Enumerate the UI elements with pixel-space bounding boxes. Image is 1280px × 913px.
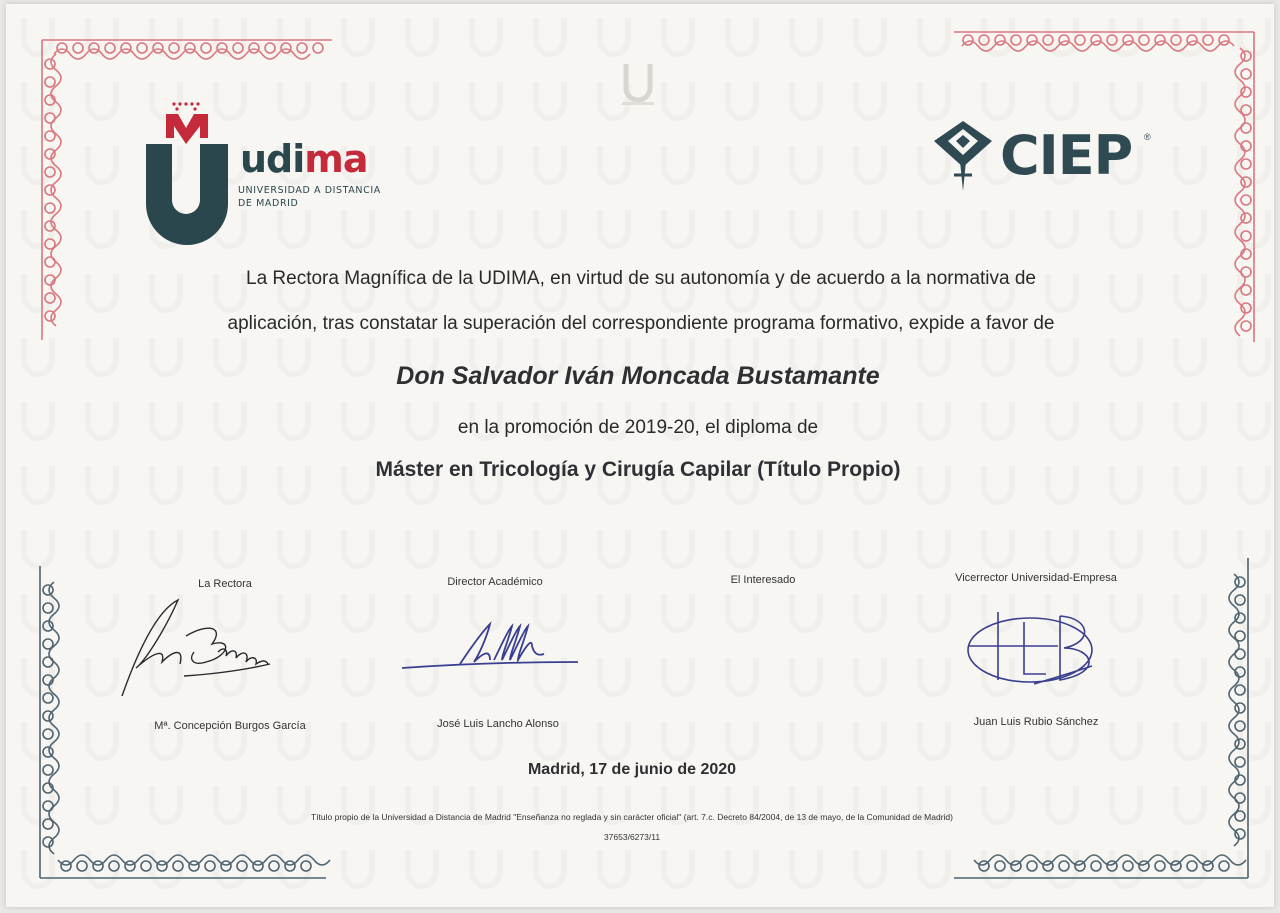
- issue-date: Madrid, 17 de junio de 2020: [527, 761, 737, 778]
- signature-title-interesado: El Interesado: [730, 574, 796, 586]
- legal-footnote: Título propio de la Universidad a Distancia de Madrid "Enseñanza no reglada y sin carácter oficial" (art. 7.c. Decreto 84/2004, de 13 de mayo, de la Comunidad de Madrid): [311, 812, 953, 822]
- udima-wordmark: udima: [240, 137, 368, 181]
- signature-name-director: José Luis Lancho Alonso: [437, 718, 559, 730]
- diploma-sheet: [6, 4, 1274, 907]
- ciep-wordmark: CIEP: [1000, 124, 1133, 187]
- registration-number: 37653/6273/11: [603, 832, 661, 842]
- signature-rectora: [114, 592, 284, 702]
- ciep-emblem-icon: [930, 117, 996, 197]
- signature-title-rectora: La Rectora: [198, 578, 252, 590]
- signature-director: [398, 616, 588, 676]
- program-title: Máster en Tricología y Cirugía Capilar (Título Propio): [375, 458, 901, 481]
- ciep-registered-mark: ®: [1144, 132, 1151, 142]
- body-line-1: La Rectora Magnífica de la UDIMA, en virtud de su autonomía y de acuerdo a la normativa de: [246, 268, 1036, 289]
- promotion-line: en la promoción de 2019-20, el diploma de: [457, 417, 819, 438]
- watermark-emblem: [618, 56, 658, 116]
- signature-title-vicerrector: Vicerrector Universidad-Empresa: [955, 572, 1117, 584]
- body-line-2: aplicación, tras constatar la superación del correspondiente programa formativo, expide a favor de: [227, 313, 1055, 334]
- signature-name-vicerrector: Juan Luis Rubio Sánchez: [973, 716, 1099, 728]
- signature-name-rectora: Mª. Concepción Burgos García: [154, 720, 306, 732]
- signature-vicerrector: [964, 602, 1104, 692]
- recipient-name: Don Salvador Iván Moncada Bustamante: [396, 362, 880, 390]
- udima-subtitle: UNIVERSIDAD A DISTANCIA DE MADRID: [238, 185, 381, 209]
- signature-title-director: Director Académico: [447, 576, 543, 588]
